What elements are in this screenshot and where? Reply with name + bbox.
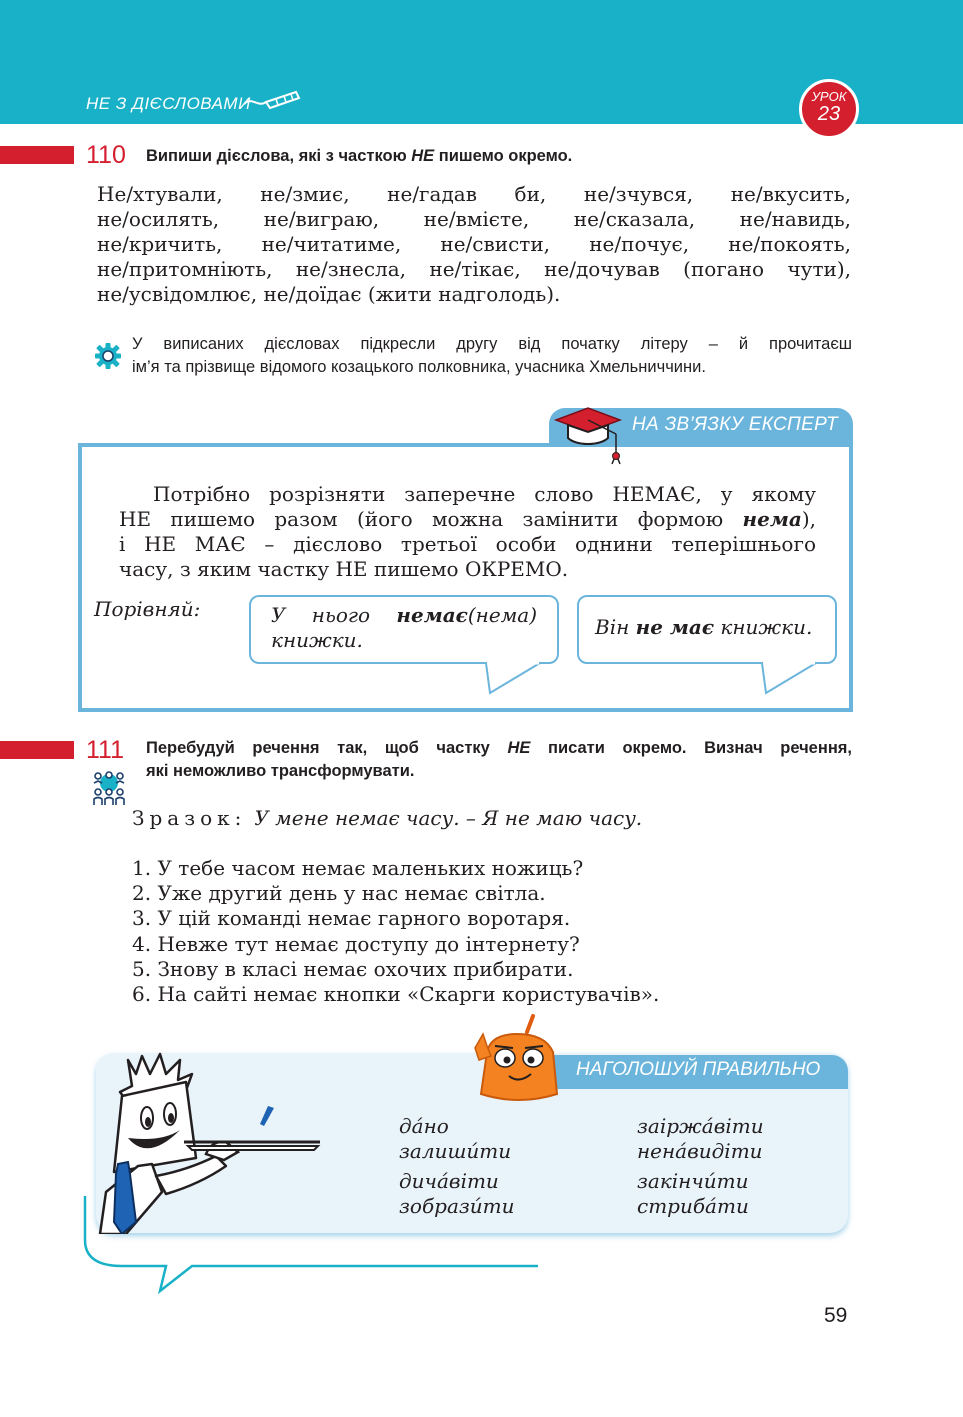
list-item: 4. Невже тут немає доступу до інтернету? [132, 931, 580, 956]
task-emphasis: НЕ [411, 147, 435, 165]
expert-line: Потрібно розрізняти заперечне слово НЕМАЄ, у якому [153, 482, 816, 506]
list-item: 3. У цій команді немає гарного воротаря. [132, 906, 571, 931]
page-number: 59 [824, 1304, 848, 1327]
stress-word: да́но [399, 1114, 449, 1138]
list-item: 1. У тебе часом немає маленьких ножиць? [132, 856, 584, 880]
speech-bubble [249, 595, 559, 664]
bubble-word: Він [595, 615, 636, 639]
bubble-word: (нема) [467, 603, 537, 627]
exercise-task [146, 145, 572, 168]
mascot-illustration [469, 1012, 565, 1108]
section-title: НЕ З ДІЄСЛОВАМИ [86, 94, 251, 113]
stress-tab-label: НАГОЛОШУЙ ПРАВИЛЬНО [576, 1059, 821, 1080]
waiter-illustration [92, 1052, 332, 1234]
list-item: 2. Уже другий день у нас немає світла. [132, 881, 546, 906]
task-emphasis: НЕ [507, 739, 531, 757]
bubble-word: книжки. [714, 615, 813, 639]
task-line: які неможливо трансформувати. [146, 762, 415, 780]
expert-line-text: ), [801, 507, 816, 531]
expert-line-text: НЕ пишемо разом (його можна замінити формою [119, 507, 743, 531]
exercise-marker-bar [0, 741, 74, 759]
lesson-number: 23 [817, 103, 841, 125]
compare-label: Порівняй: [94, 597, 201, 621]
bubble-bold: немає [396, 603, 468, 627]
expert-text [119, 482, 816, 582]
stress-word: дича́віти [399, 1169, 499, 1193]
expert-line: часу, з яким частку НЕ пишемо ОКРЕМО. [119, 557, 569, 581]
bubble-text: книжки. [271, 628, 363, 652]
text-line: не/усвідомлює, не/доїдає (жити надголодь). [97, 282, 561, 306]
bubble-word: У нього [271, 603, 397, 627]
bubble-tail [760, 661, 820, 697]
stress-words-left [399, 1114, 515, 1219]
task-text: писати окремо. Визнач речення, [530, 739, 852, 757]
stress-word: закінчи́ти [637, 1169, 749, 1193]
exercise-marker-bar [0, 146, 74, 164]
pen-icon [242, 86, 302, 112]
bubble-bold: не має [635, 615, 715, 639]
exercise-words [97, 182, 851, 307]
exercise-task [146, 737, 852, 783]
expert-nema: нема [742, 507, 802, 531]
list-item: 5. Знову в класі немає охочих прибирати. [132, 956, 574, 981]
exercise-number: 111 [86, 736, 125, 764]
stress-word: стриба́ти [637, 1194, 749, 1218]
sample [132, 806, 642, 830]
graduation-cap-icon [552, 404, 624, 466]
speech-bubble [577, 595, 837, 664]
text-line: Не/хтували, не/змиє, не/гадав би, не/зчувся, не/вкусить, [97, 182, 851, 206]
text-line: не/осилять, не/виграю, не/вмієте, не/сказала, не/навидь, [97, 207, 851, 231]
expert-tab-label: НА ЗВ’ЯЗКУ ЕКСПЕРТ [632, 414, 838, 435]
text-line: не/притомніють, не/знесла, не/тікає, не/дочував (погано чути), [97, 257, 851, 281]
stress-word: нена́видіти [637, 1139, 763, 1163]
stress-words-right [637, 1114, 764, 1219]
exercise-number: 110 [86, 141, 126, 169]
sentence-list [132, 856, 659, 1007]
hint-text [132, 333, 852, 379]
list-item: 6. На сайті немає кнопки «Скарги користувачів». [132, 982, 660, 1007]
task-line [146, 737, 852, 760]
stress-word: зобрази́ти [399, 1194, 515, 1218]
task-text: Перебудуй речення так, щоб частку [146, 739, 508, 757]
group-work-icon [89, 771, 129, 807]
hint-line: ім’я та прізвище відомого козацького полковника, учасника Хмельниччини. [132, 358, 706, 376]
task-text: Випиши дієслова, які з часткою [146, 147, 412, 165]
sample-text: У мене немає часу. – Я не маю часу. [254, 806, 643, 830]
hint-line: У виписаних дієсловах підкресли другу від початку літеру – й прочитаєш [132, 335, 852, 353]
task-text: пишемо окремо. [434, 147, 573, 165]
expert-line [119, 507, 816, 532]
gear-icon [94, 342, 122, 370]
expert-line: і НЕ МАЄ – дієслово третьої особи однини теперішнього [119, 532, 816, 556]
stress-word: залиши́ти [399, 1139, 512, 1163]
text-line: не/кричить, не/читатиме, не/свисти, не/почує, не/покоять, [97, 232, 851, 256]
bubble-tail [484, 661, 544, 697]
lesson-badge [799, 79, 859, 139]
sample-label: Зразок: [132, 806, 247, 830]
bubble-text [271, 603, 537, 628]
lesson-label: УРОК [811, 89, 847, 104]
stress-word: заіржа́віти [637, 1114, 764, 1138]
